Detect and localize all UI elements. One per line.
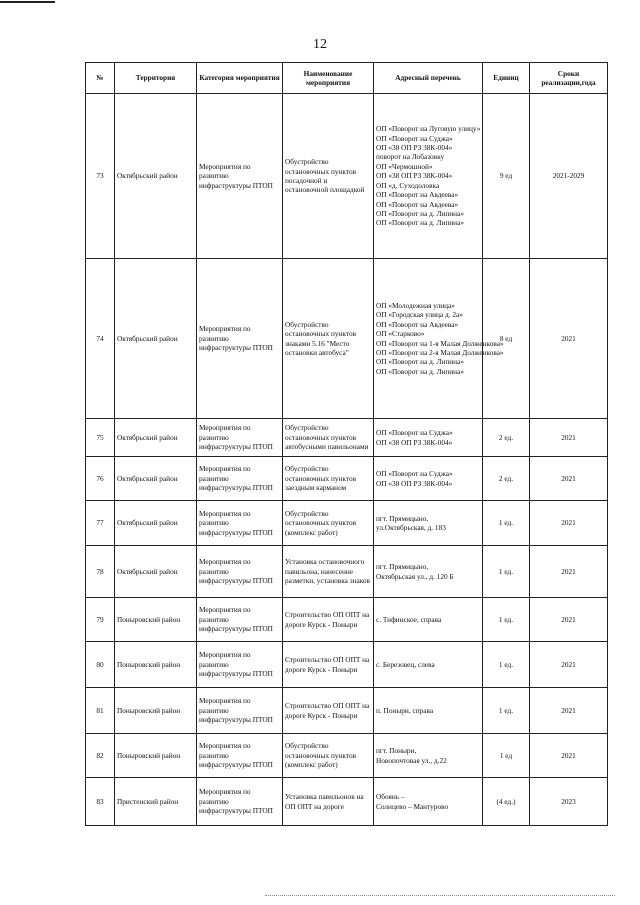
- address-cell: [374, 457, 483, 501]
- table-row: [86, 546, 608, 598]
- term-cell: 2021: [530, 419, 608, 457]
- address-line: ОП «Поворот на 1-я Малая Долженкова»: [376, 338, 504, 348]
- territory-cell: Поныровский район: [115, 734, 197, 778]
- term-cell: 2021: [530, 501, 608, 546]
- units-cell: (4 ед.): [483, 778, 530, 826]
- row-number: 83: [86, 778, 115, 826]
- term-cell: 2021: [530, 259, 608, 419]
- address-line: с. Березовец, слева: [376, 659, 435, 669]
- term-cell: 2021: [530, 546, 608, 598]
- units-cell: 8 ед: [483, 259, 530, 419]
- address-line: ОП «д. Суходоловка: [376, 180, 440, 190]
- category-cell: Мероприятия по развитию инфраструктуры ПТОП: [197, 501, 283, 546]
- address-line: ОП «Молодежная улица»: [376, 300, 455, 310]
- territory-cell: Октябрьский район: [115, 501, 197, 546]
- top-rule: [0, 1, 55, 3]
- address-cell: [374, 501, 483, 546]
- address-line: ОП «Поворот на д. Липина»: [376, 357, 464, 367]
- row-number: 79: [86, 598, 115, 642]
- measure-name-cell: Строительство ОП ОПТ на дороге Курск - Поныри: [283, 688, 374, 734]
- address-line: ОП «Поворот на 2-я Малая Долженкова»: [376, 347, 504, 357]
- table-row: [86, 259, 608, 419]
- col-header-units: Единиц: [483, 63, 530, 94]
- footer-rule: [265, 895, 615, 896]
- col-header-address: Адресный перечень: [374, 63, 483, 94]
- address-line: ОП «Поворот на Авдеева»: [376, 190, 459, 200]
- territory-cell: Поныровский район: [115, 598, 197, 642]
- measures-table: [85, 62, 608, 826]
- row-number: 76: [86, 457, 115, 501]
- address-line: пгт. Прямицыно,: [376, 562, 429, 572]
- address-cell: [374, 688, 483, 734]
- address-cell: [374, 734, 483, 778]
- address-line: Октябрьская ул., д. 120 Б: [376, 571, 454, 581]
- category-cell: Мероприятия по развитию инфраструктуры ПТОП: [197, 546, 283, 598]
- address-line: ОП «Чермошной»: [376, 161, 433, 171]
- address-cell: [374, 94, 483, 259]
- category-cell: Мероприятия по развитию инфраструктуры ПТОП: [197, 734, 283, 778]
- address-line: ОП «Поворот на д. Липина»: [376, 218, 464, 228]
- row-number: 77: [86, 501, 115, 546]
- units-cell: 9 ед: [483, 94, 530, 259]
- address-line: ОП «38 ОП РЗ 38К-004»: [376, 143, 453, 153]
- units-cell: 1 ед.: [483, 688, 530, 734]
- category-cell: Мероприятия по развитию инфраструктуры ПТОП: [197, 778, 283, 826]
- territory-cell: Пристенский район: [115, 778, 197, 826]
- row-number: 81: [86, 688, 115, 734]
- measure-name-cell: Строительство ОП ОПТ на дороге Курск - Поныри: [283, 598, 374, 642]
- category-cell: Мероприятия по развитию инфраструктуры ПТОП: [197, 94, 283, 259]
- units-cell: 1 ед.: [483, 501, 530, 546]
- address-line: ОП «Поворот на Авдеева»: [376, 199, 459, 209]
- table-row: [86, 642, 608, 688]
- page-number: 12: [313, 37, 327, 52]
- address-line: п. Поныри, справа: [376, 705, 434, 715]
- row-number: 74: [86, 259, 115, 419]
- row-number: 78: [86, 546, 115, 598]
- address-line: ОП «38 ОП РЗ 38К-004»: [376, 171, 453, 181]
- address-line: с. Тифинское, справа: [376, 614, 442, 624]
- term-cell: 2021-2029: [530, 94, 608, 259]
- address-line: ОП «38 ОП РЗ 38К-004»: [376, 437, 453, 447]
- units-cell: 1 ед.: [483, 546, 530, 598]
- address-line: пгт. Прямицыно,: [376, 513, 429, 523]
- address-line: ОП «Поворот на Суджа»: [376, 469, 453, 479]
- address-line: ОП «Поворот на Авдеева»: [376, 319, 459, 329]
- territory-cell: Октябрьский район: [115, 457, 197, 501]
- table-row: [86, 501, 608, 546]
- address-line: Обоянь –: [376, 792, 405, 802]
- address-line: поворот на Лобазовку: [376, 152, 445, 162]
- col-header-term: Сроки реализации,года: [530, 63, 608, 94]
- table-row: [86, 94, 608, 259]
- address-line: ОП «Городская улица д. 2а»: [376, 310, 463, 320]
- term-cell: 2021: [530, 642, 608, 688]
- units-cell: 1 ед: [483, 734, 530, 778]
- category-cell: Мероприятия по развитию инфраструктуры ПТОП: [197, 688, 283, 734]
- address-line: ОП «Поворот на Луговую улицу»: [376, 124, 481, 134]
- category-cell: Мероприятия по развитию инфраструктуры ПТОП: [197, 259, 283, 419]
- measure-name-cell: Обустройство остановочных пунктов автобусными павильонами: [283, 419, 374, 457]
- measure-name-cell: Обустройство остановочных пунктов (комплекс работ): [283, 734, 374, 778]
- category-cell: Мероприятия по развитию инфраструктуры ПТОП: [197, 598, 283, 642]
- table-row: [86, 688, 608, 734]
- territory-cell: Октябрьский район: [115, 259, 197, 419]
- address-line: ул.Октябрьская, д. 183: [376, 523, 446, 532]
- address-line: ОП «38 ОП РЗ 38К-004»: [376, 478, 453, 488]
- col-header-territory: Территория: [115, 63, 197, 94]
- table-row: [86, 598, 608, 642]
- address-cell: [374, 778, 483, 826]
- col-header-name: Наименование мероприятия: [283, 63, 374, 94]
- table-row: [86, 457, 608, 501]
- territory-cell: Октябрьский район: [115, 94, 197, 259]
- measure-name-cell: Установка павильонов на ОП ОПТ на дороге: [283, 778, 374, 826]
- address-line: ОП «Поворот на Суджа»: [376, 133, 453, 143]
- units-cell: 1 ед.: [483, 642, 530, 688]
- address-cell: [374, 598, 483, 642]
- table-row: [86, 734, 608, 778]
- col-header-category: Категория мероприятия: [197, 63, 283, 94]
- measure-name-cell: Обустройство остановочных пунктов (комплекс работ): [283, 501, 374, 546]
- units-cell: 1 ед.: [483, 598, 530, 642]
- address-line: Солнцево – Мантурово: [376, 801, 449, 811]
- units-cell: 2 ед.: [483, 457, 530, 501]
- address-cell: [374, 642, 483, 688]
- table-row: [86, 419, 608, 457]
- territory-cell: Октябрьский район: [115, 419, 197, 457]
- address-line: Новопочтовая ул., д.22: [376, 755, 447, 765]
- territory-cell: Октябрьский район: [115, 546, 197, 598]
- term-cell: 2021: [530, 457, 608, 501]
- category-cell: Мероприятия по развитию инфраструктуры ПТОП: [197, 642, 283, 688]
- address-line: ОП «Поворот на Суджа»: [376, 428, 453, 438]
- col-header-num: №: [86, 63, 115, 94]
- measure-name-cell: Строительство ОП ОПТ на дороге Курск - Поныри: [283, 642, 374, 688]
- term-cell: 2023: [530, 778, 608, 826]
- address-line: ОП «Поворот на д. Липина»: [376, 208, 464, 218]
- address-cell: [374, 259, 504, 419]
- term-cell: 2021: [530, 734, 608, 778]
- category-cell: Мероприятия по развитию инфраструктуры ПТОП: [197, 457, 283, 501]
- measure-name-cell: Обустройство остановочных пунктов посадочной и остановочной площадкой: [283, 94, 374, 259]
- address-line: ОП «Старково»: [376, 329, 425, 339]
- address-cell: [374, 546, 483, 598]
- units-cell: 2 ед.: [483, 419, 530, 457]
- territory-cell: Поныровский район: [115, 688, 197, 734]
- row-number: 75: [86, 419, 115, 457]
- address-line: ОП «Поворот на д. Липина»: [376, 366, 464, 376]
- measure-name-cell: Обустройство остановочных пунктов заездным карманом: [283, 457, 374, 501]
- category-cell: Мероприятия по развитию инфраструктуры ПТОП: [197, 419, 283, 457]
- measure-name-cell: Обустройство остановочных пунктов знаками 5.16 "Место остановки автобуса": [283, 259, 374, 419]
- address-cell: [374, 419, 483, 457]
- row-number: 82: [86, 734, 115, 778]
- table-row: [86, 778, 608, 826]
- address-line: пгт. Поныри,: [376, 746, 417, 756]
- measure-name-cell: Установка остановочного павильона, нанесение разметки, установка знаков: [283, 546, 374, 598]
- table-header-row: [86, 63, 608, 94]
- term-cell: 2021: [530, 598, 608, 642]
- territory-cell: Поныровский район: [115, 642, 197, 688]
- row-number: 80: [86, 642, 115, 688]
- term-cell: 2021: [530, 688, 608, 734]
- row-number: 73: [86, 94, 115, 259]
